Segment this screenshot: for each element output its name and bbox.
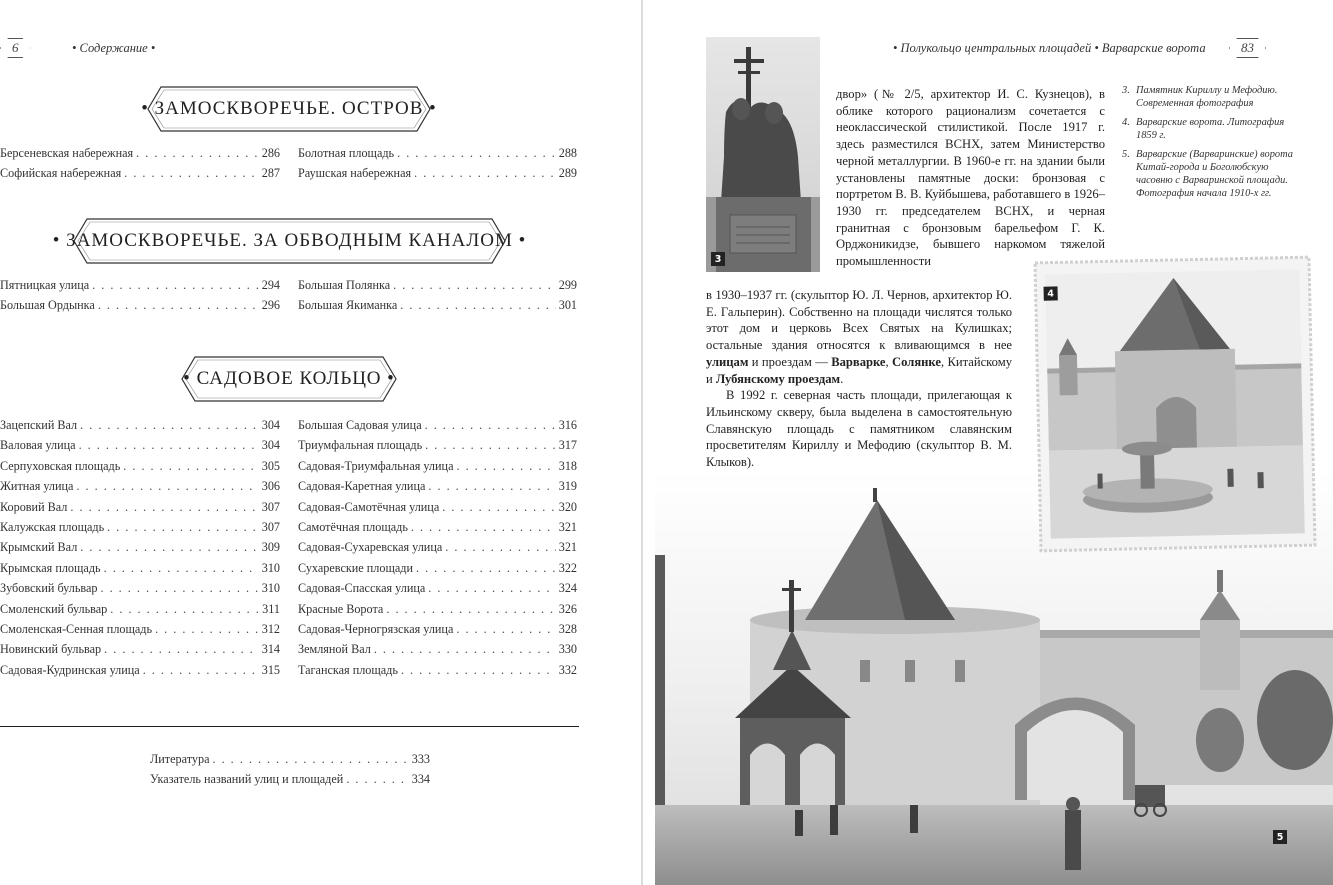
- toc-entry-name: Болотная площадь: [298, 146, 395, 160]
- toc-entry-name: Садовая-Сухаревская улица: [298, 540, 443, 555]
- photo-lithograph-1859: [1033, 255, 1317, 553]
- toc-entry-page: 318: [558, 458, 577, 473]
- toc-entry: [0, 479, 280, 499]
- toc-entry: [0, 561, 280, 581]
- toc-entry-name: Садовая-Кудринская улица: [0, 662, 140, 677]
- section-banner-zamoskvorechye-ostrov: • ЗАМОСКВОРЕЧЬЕ. ОСТРОВ •: [147, 86, 431, 132]
- toc-entry-name: Земляной Вал: [298, 642, 371, 657]
- leader-dots: [397, 146, 556, 161]
- toc-entry: [0, 146, 280, 166]
- leader-dots: [346, 772, 408, 787]
- leader-dots: [456, 459, 555, 474]
- toc-entry-name: Берсеневская набережная: [0, 146, 134, 160]
- page-number-right: 83: [1229, 37, 1266, 59]
- toc-entry-name: Указатель названий улиц и площадей: [150, 772, 344, 787]
- toc-entry-page: 310: [261, 581, 280, 596]
- toc-entry-page: 312: [261, 621, 280, 636]
- toc-col-3-left: [0, 418, 280, 683]
- toc-entry-page: 319: [558, 479, 577, 494]
- toc-entry-page: 309: [261, 540, 280, 555]
- toc-entry: [150, 772, 430, 792]
- toc-entry-page: 294: [261, 278, 280, 292]
- toc-entry-name: Садовая-Каретная улица: [298, 479, 426, 494]
- toc-entry: [0, 622, 280, 642]
- leader-dots: [76, 479, 258, 494]
- toc-entry-page: 320: [558, 499, 577, 514]
- toc-entry: [150, 752, 430, 772]
- leader-dots: [212, 752, 408, 767]
- toc-entry-page: 334: [411, 772, 430, 787]
- caption-4: 4. Варварские ворота. Литография 1859 г.: [1122, 117, 1285, 141]
- body-paragraph-1a: двор» (№ 2/5, архитектор И. С. Кузнецов), в облике которого рационализм сочетается с неоклассической стилистикой. После 1917 г. здесь разместился ВСНХ, затем Министерство черной металлургии. В 1960-е гг. на здании были установлены памятные доски: бронзовая с портретом В. В. Куйбышева, работавшего в 1926–1930 гг. председателем ВСНХ, и черная гранитная с бронзовым барельефом Г. К. Орджоникидзе, бывшего наркомом тяжелой промышленности: [836, 87, 1105, 269]
- toc-entry-name: Садовая-Триумфальная улица: [298, 458, 454, 473]
- toc-entry-name: Самотёчная площадь: [298, 519, 408, 534]
- toc-entry: [298, 663, 577, 683]
- toc-entry-name: Софийская набережная: [0, 166, 122, 181]
- toc-entry-page: 304: [261, 418, 280, 432]
- toc-col-2-right: [298, 278, 577, 319]
- leader-dots: [98, 298, 259, 313]
- page-number-left: 6: [0, 37, 31, 59]
- toc-entry-page: 286: [261, 146, 280, 160]
- toc-entry-page: 306: [261, 479, 280, 494]
- toc-entry-page: 296: [261, 298, 280, 313]
- divider-rule: [0, 726, 579, 727]
- leader-dots: [80, 540, 258, 555]
- toc-col-1-left: [0, 146, 280, 187]
- toc-entry-page: 307: [261, 499, 280, 514]
- toc-entry-name: Крымский Вал: [0, 540, 78, 555]
- toc-entry: [298, 561, 577, 581]
- leader-dots: [400, 298, 555, 313]
- toc-entry-page: 301: [558, 298, 577, 313]
- toc-end-matter: [150, 752, 430, 793]
- toc-entry: [0, 459, 280, 479]
- toc-entry-page: 333: [411, 752, 430, 766]
- toc-entry-name: Валовая улица: [0, 438, 76, 453]
- toc-entry: [298, 166, 577, 186]
- toc-entry-name: Большая Ордынка: [0, 298, 95, 313]
- toc-entry-name: Красные Ворота: [298, 601, 384, 616]
- toc-entry-page: 332: [558, 662, 577, 677]
- toc-entry-name: Новинский бульвар: [0, 642, 102, 657]
- toc-entry: [298, 500, 577, 520]
- toc-entry-page: 321: [558, 519, 577, 534]
- toc-entry-page: 304: [261, 438, 280, 453]
- leader-dots: [79, 438, 259, 453]
- toc-entry-name: Большая Якиманка: [298, 298, 398, 313]
- toc-entry-name: Житная улица: [0, 479, 74, 494]
- leader-dots: [456, 622, 555, 637]
- section-banner-sadovoe-koltso: • САДОВОЕ КОЛЬЦО •: [181, 356, 397, 402]
- leader-dots: [104, 561, 259, 576]
- toc-entry: [0, 663, 280, 683]
- leader-dots: [136, 146, 259, 161]
- toc-entry: [298, 642, 577, 662]
- caption-5: 5. Варварские (Варваринские) ворота Китай-города и Боголюбскую часовню с Варваринской площади. Фотография начала 1910-х гг.: [1122, 149, 1293, 199]
- toc-entry: [0, 581, 280, 601]
- toc-entry: [0, 642, 280, 662]
- body-paragraph-1b: в 1930–1937 гг. (скульптор Ю. Л. Чернов, архитектор Ю. Е. Гальперин). Собственно на площади числятся только этот дом и церковь Всех Святых на Кулишках; остальные здания относятся к вливающимся в нее улицам и проездам — Варварке, Солянке, Китайскому и Лубянскому проездам. В 1992 г. северная часть площади, прилегающая к Ильинскому скверу, была выделена в самостоятельную Славянскую площадь с памятником славянским просветителям Кириллу и Мефодию (скульптор В. М. Клыков).: [706, 288, 1012, 470]
- toc-entry: [298, 581, 577, 601]
- toc-entry: [298, 146, 577, 166]
- toc-entry-name: Зубовский бульвар: [0, 581, 98, 596]
- toc-entry-page: 288: [558, 146, 577, 160]
- leader-dots: [386, 602, 555, 617]
- toc-entry: [298, 459, 577, 479]
- toc-entry: [298, 602, 577, 622]
- leader-dots: [416, 561, 556, 576]
- leader-dots: [104, 642, 259, 657]
- toc-entry: [298, 298, 577, 318]
- toc-entry: [298, 278, 577, 298]
- toc-entry-name: Коровий Вал: [0, 499, 68, 514]
- photo-monument-cyril-methodius: [706, 37, 820, 272]
- leader-dots: [425, 418, 556, 433]
- leader-dots: [442, 500, 555, 515]
- toc-entry-page: 321: [558, 540, 577, 555]
- toc-col-3-right: [298, 418, 577, 683]
- toc-entry-name: Сухаревские площади: [298, 560, 413, 575]
- toc-entry: [0, 298, 280, 318]
- leader-dots: [374, 642, 556, 657]
- toc-entry: [0, 602, 280, 622]
- toc-entry: [0, 166, 280, 186]
- leader-dots: [401, 663, 556, 678]
- toc-entry-page: 299: [558, 278, 577, 292]
- toc-entry: [298, 622, 577, 642]
- section-banner-zamoskvorechye-za-kanalom: • ЗАМОСКВОРЕЧЬЕ. ЗА ОБВОДНЫМ КАНАЛОМ •: [73, 218, 506, 264]
- leader-dots: [123, 459, 258, 474]
- toc-entry: [0, 540, 280, 560]
- toc-col-2-left: [0, 278, 280, 319]
- running-head-right: • Полукольцо центральных площадей • Варварские ворота: [893, 41, 1206, 55]
- running-head-left: • Содержание •: [72, 41, 156, 55]
- toc-entry-page: 305: [261, 458, 280, 473]
- toc-entry-page: 324: [558, 581, 577, 596]
- toc-entry: [0, 278, 280, 298]
- toc-entry-name: Большая Садовая улица: [298, 418, 422, 432]
- leader-dots: [70, 500, 258, 515]
- toc-entry-name: Зацепский Вал: [0, 418, 78, 432]
- leader-dots: [100, 581, 258, 596]
- leader-dots: [428, 479, 555, 494]
- toc-entry-name: Калужская площадь: [0, 519, 105, 534]
- toc-entry-page: 287: [261, 166, 280, 181]
- leader-dots: [425, 438, 556, 453]
- toc-entry-page: 316: [558, 418, 577, 432]
- leader-dots: [428, 581, 555, 596]
- leader-dots: [445, 540, 555, 555]
- photo-number-3: 3: [711, 252, 725, 266]
- toc-entry: [0, 438, 280, 458]
- toc-entry-name: Крымская площадь: [0, 560, 101, 575]
- photo-number-4: 4: [1044, 286, 1058, 300]
- leader-dots: [110, 602, 259, 617]
- toc-entry-name: Таганская площадь: [298, 662, 398, 677]
- toc-entry-name: Большая Полянка: [298, 278, 391, 292]
- toc-entry-name: Смоленская-Сенная площадь: [0, 621, 153, 636]
- toc-entry-page: 317: [558, 438, 577, 453]
- leader-dots: [124, 166, 259, 181]
- leader-dots: [107, 520, 259, 535]
- toc-entry: [0, 500, 280, 520]
- toc-entry-name: Раушская набережная: [298, 166, 412, 181]
- left-page: [0, 0, 641, 885]
- toc-entry: [0, 418, 280, 438]
- toc-entry-name: Литература: [150, 752, 210, 766]
- toc-entry: [298, 479, 577, 499]
- toc-entry-name: Смоленский бульвар: [0, 601, 108, 616]
- toc-entry-page: 310: [261, 560, 280, 575]
- leader-dots: [414, 166, 556, 181]
- leader-dots: [155, 622, 259, 637]
- toc-entry-page: 315: [261, 662, 280, 677]
- toc-entry: [298, 418, 577, 438]
- toc-entry-name: Пятницкая улица: [0, 278, 90, 292]
- toc-entry-name: Серпуховская площадь: [0, 458, 121, 473]
- toc-entry-page: 322: [558, 560, 577, 575]
- toc-entry-name: Садовая-Спасская улица: [298, 581, 426, 596]
- leader-dots: [80, 418, 259, 433]
- photo-captions: [1122, 84, 1302, 206]
- toc-entry-page: 311: [262, 601, 280, 616]
- leader-dots: [143, 663, 259, 678]
- leader-dots: [411, 520, 556, 535]
- toc-entry-page: 330: [558, 642, 577, 657]
- toc-entry: [298, 540, 577, 560]
- leader-dots: [393, 278, 556, 293]
- toc-entry-page: 307: [261, 519, 280, 534]
- photo-number-5: 5: [1273, 830, 1287, 844]
- toc-entry-page: 289: [558, 166, 577, 181]
- toc-entry-name: Триумфальная площадь: [298, 438, 423, 453]
- toc-entry-page: 328: [558, 621, 577, 636]
- toc-entry-page: 314: [261, 642, 280, 657]
- toc-entry-name: Садовая-Самотёчная улица: [298, 499, 440, 514]
- toc-col-1-right: [298, 146, 577, 187]
- toc-entry-name: Садовая-Черногрязская улица: [298, 621, 454, 636]
- leader-dots: [92, 278, 259, 293]
- toc-entry: [0, 520, 280, 540]
- toc-entry-page: 326: [558, 601, 577, 616]
- toc-entry: [298, 520, 577, 540]
- caption-3: 3. Памятник Кириллу и Мефодию. Современная фотография: [1122, 85, 1278, 109]
- toc-entry: [298, 438, 577, 458]
